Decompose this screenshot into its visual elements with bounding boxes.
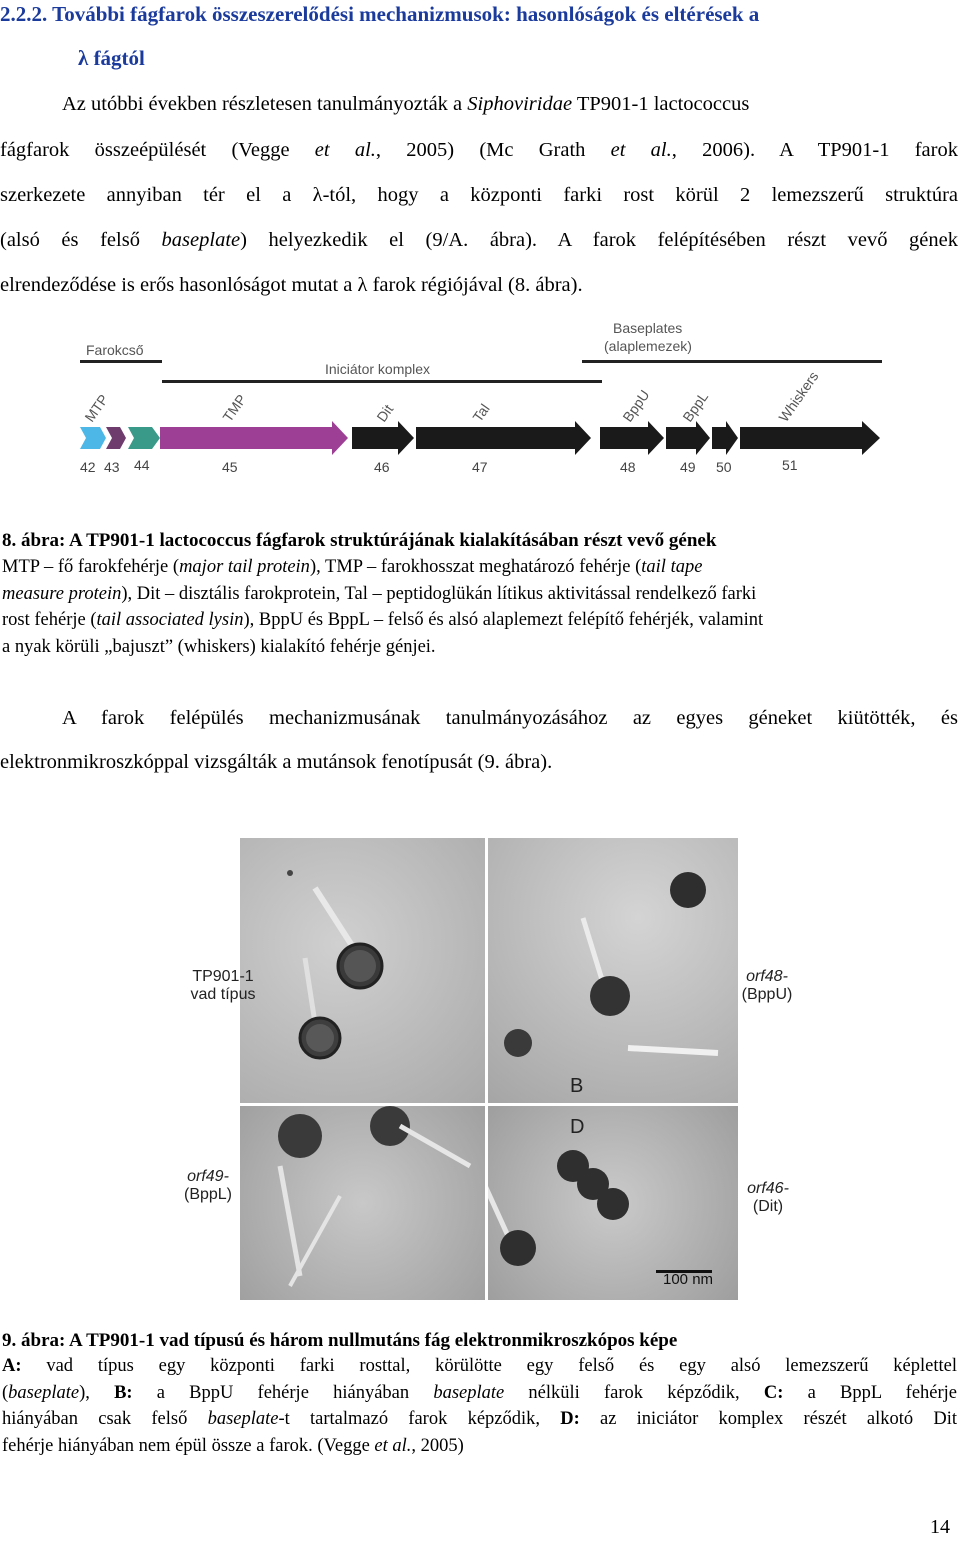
baseplates-label-2: (alaplemezek)	[604, 338, 692, 354]
figure-8-caption-line-1: MTP – fő farokfehérje (major tail protein), TMP – farokhosszat meghatározó fehérje (tail tape	[2, 557, 703, 577]
page-number: 14	[930, 1516, 950, 1538]
iniciator-label: Iniciátor komplex	[325, 361, 431, 377]
paragraph-1-line-2: fágfarok összeépülését (Vegge et al., 2005) (Mc Grath et al., 2006). A TP901-1 farok	[0, 139, 958, 161]
gene-arrow-dit	[352, 421, 414, 455]
figure-9-caption-line-1: A: vad típus egy központi farki rosttal, körülötte egy felső és egy alsó lemezszerű képlettel	[2, 1356, 957, 1376]
gene-name-bppu: BppU	[619, 386, 653, 425]
figure-8-caption-line-3: rost fehérje (tail associated lysin), BppU és BppL – felső és alsó alaplemezt felépítő fehérjék, valamint	[2, 610, 764, 630]
figure-9-caption-title: 9. ábra: A TP901-1 vad típusú és három nullmutáns fág elektronmikroszkópos képe	[2, 1330, 678, 1351]
paragraph-1-line-5: elrendeződése is erős hasonlóságot mutat a λ farok régiójával (8. ábra).	[0, 274, 583, 296]
gene-name-mtp: MTP	[81, 391, 112, 425]
baseplates-label-1: Baseplates	[613, 320, 683, 336]
gene-name-whiskers: Whiskers	[775, 368, 822, 425]
gene-number-51: 51	[782, 457, 798, 473]
gene-number-48: 48	[620, 459, 636, 475]
paragraph-1-line-4: (alsó és felső baseplate) helyezkedik el (9/A. ábra). A farok felépítésében részt vevő gének	[0, 229, 959, 251]
gene-arrow-bppl	[666, 421, 710, 455]
label-orf48: orf48- (BppU)	[741, 968, 793, 1004]
gene-name-tal: Tal	[469, 400, 493, 425]
paragraph-2-line-2: elektronmikroszkóppal vizsgálták a mutánsok fenotípusát (9. ábra).	[0, 751, 553, 773]
gene-arrow-whiskers	[740, 421, 880, 455]
figure-8-caption-line-4: a nyak körüli „bajuszt” (whiskers) kialakító fehérje génjei.	[2, 637, 436, 657]
gene-number-43: 43	[104, 459, 120, 475]
micrograph-panel-c	[240, 1106, 485, 1300]
farokcso-label: Farokcső	[86, 342, 144, 358]
gene-arrow-50	[712, 421, 738, 455]
baseplates-bar	[582, 360, 882, 363]
figure-8-caption-line-2: measure protein), Dit – disztális farokprotein, Tal – peptidoglükán lítikus aktivitással rendelkező farki	[2, 584, 757, 604]
panel-letter-b: B	[570, 1075, 584, 1097]
gene-arrow-tmp	[160, 421, 348, 455]
paragraph-1-line-1: Az utóbbi években részletesen tanulmányozták a Siphoviridae TP901-1 lactococcus	[62, 93, 750, 115]
figure-9-caption-line-3: hiányában csak felső baseplate-t tartalmazó farok képződik, D: az iniciátor komplex részét alkotó Dit	[2, 1409, 958, 1429]
gene-number-44: 44	[134, 457, 150, 473]
gene-arrow-bppu	[600, 421, 664, 455]
gene-number-45: 45	[222, 459, 238, 475]
figure-9-caption-line-2: (baseplate), B: a BppU fehérje hiányában baseplate nélküli farok képződik, C: a BppL fehérje	[2, 1383, 957, 1403]
label-wild-type: TP901-1 vad típus	[190, 968, 256, 1004]
paragraph-1-line-3: szerkezete annyiban tér el a λ-tól, hogy a központi farki rost körül 2 lemezszerű struktúra	[0, 184, 958, 206]
gene-number-50: 50	[716, 459, 732, 475]
gene-name-bppl: BppL	[679, 388, 712, 425]
farokcso-bar	[80, 360, 162, 363]
gene-map-figure	[70, 315, 890, 485]
gene-number-42: 42	[80, 459, 96, 475]
scale-bar-label: 100 nm	[663, 1271, 714, 1288]
paragraph-2-line-1: A farok felépülés mechanizmusának tanulmányozásához az egyes géneket kiütötték, és	[62, 707, 958, 729]
section-heading-line2: λ fágtól	[78, 46, 145, 70]
gene-number-46: 46	[374, 459, 390, 475]
gene-number-49: 49	[680, 459, 696, 475]
section-heading-line1: 2.2.2. További fágfarok összeszerelődési mechanizmusok: hasonlóságok és eltérések a	[0, 2, 760, 26]
figure-9-caption-line-4: fehérje hiányában nem épül össze a farok. (Vegge et al., 2005)	[2, 1436, 464, 1456]
gene-name-tmp: TMP	[219, 391, 250, 425]
micrograph-figure	[183, 838, 738, 1300]
panel-letter-d: D	[570, 1116, 585, 1138]
gene-arrow-mtp	[80, 427, 106, 449]
gene-arrow-tal	[416, 421, 591, 455]
gene-name-dit: Dit	[373, 401, 397, 425]
gene-arrow-43	[106, 427, 126, 449]
gene-arrow-44	[128, 427, 160, 449]
micrograph-panel-b	[488, 838, 738, 1103]
label-orf46: orf46- (Dit)	[747, 1180, 789, 1216]
figure-8-caption-title: 8. ábra: A TP901-1 lactococcus fágfarok struktúrájának kialakításában részt vevő gének	[2, 530, 717, 551]
label-orf49: orf49- (BppL)	[183, 1168, 233, 1204]
gene-number-47: 47	[472, 459, 488, 475]
iniciator-bar	[162, 380, 602, 383]
